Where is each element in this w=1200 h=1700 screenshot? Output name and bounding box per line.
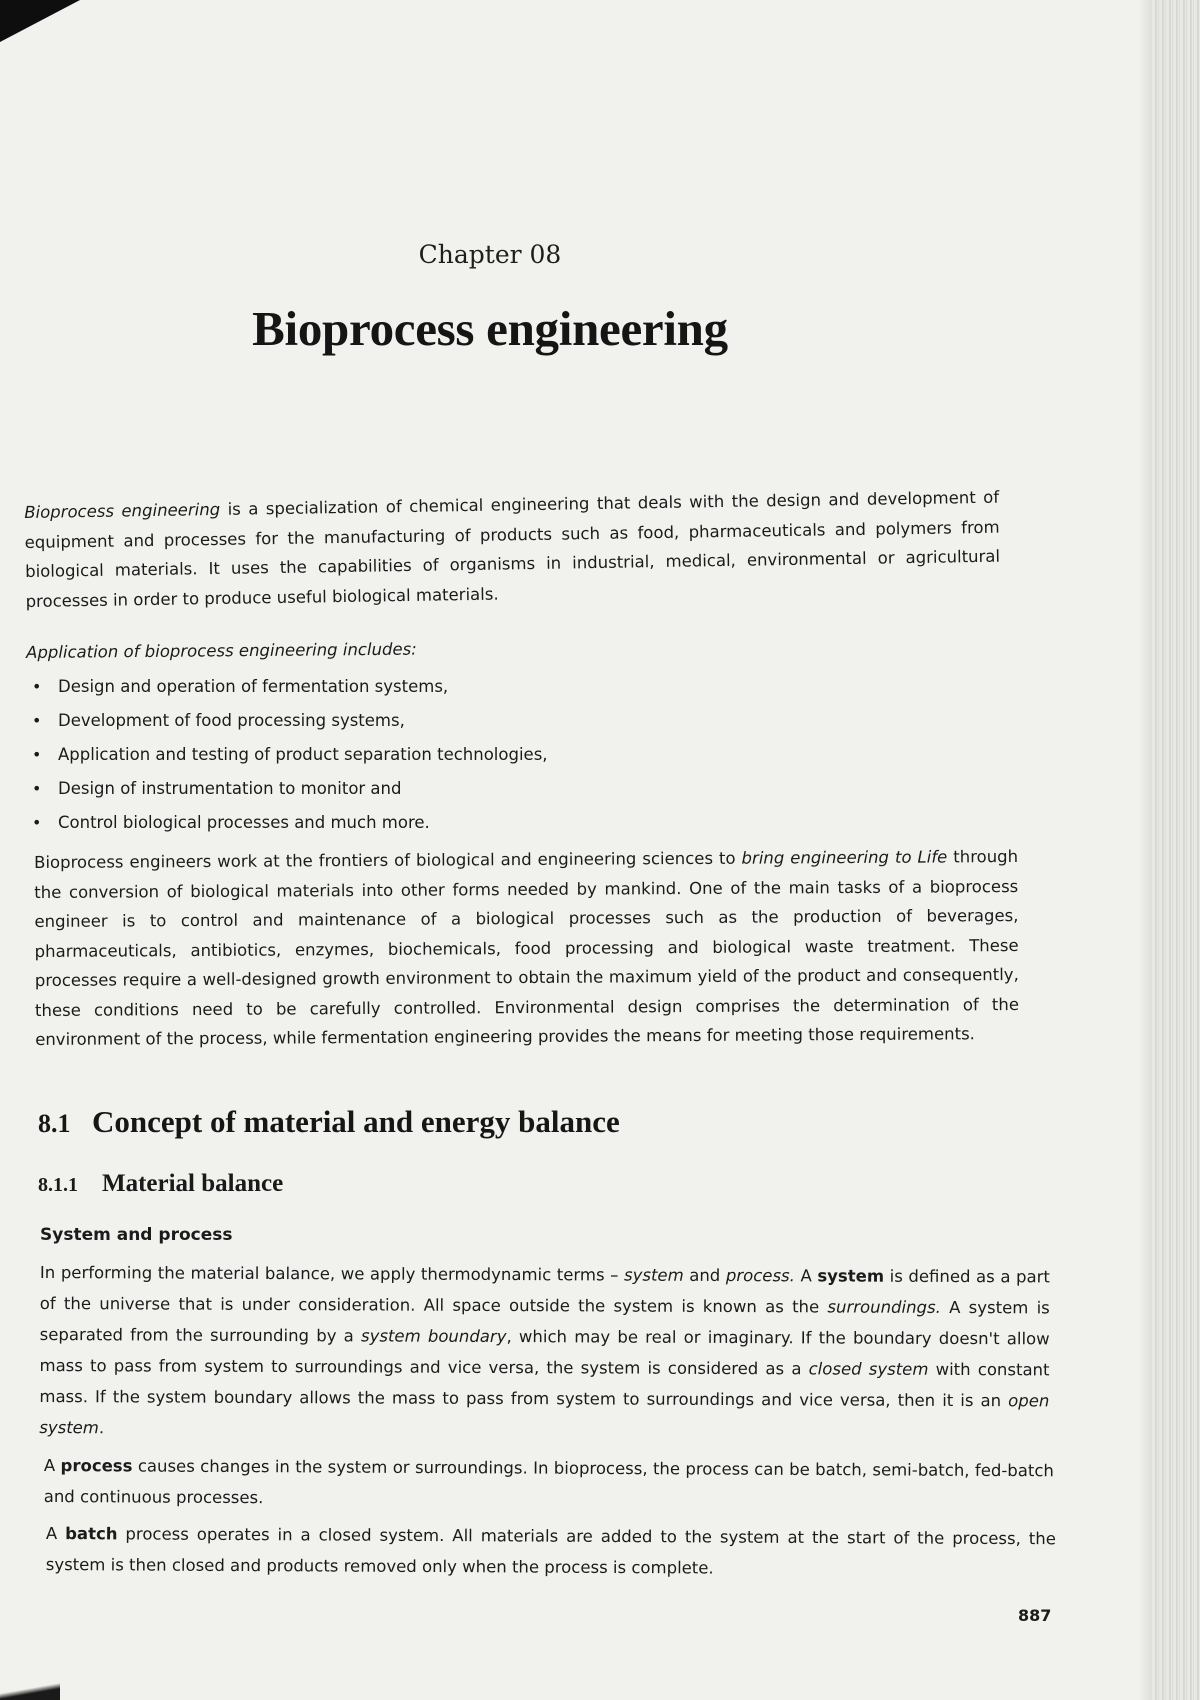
chapter-label: Chapter 08 [418,240,562,269]
para-text: In performing the material balance, we apply thermodynamic terms – [39,1263,625,1285]
intro-text: is a specialization of chemical engineering that deals with the design and development of equipment and processes for the manufacturing of products such as food, pharmaceuticals and polymers from biological materials. It uses the capabilities of organisms in industrial, medical, environmental or agricultural processes in order to produce useful biological materials. [24,487,1001,611]
para-emphasis: surroundings. [827,1297,941,1317]
section-title: Concept of material and energy balance [92,1104,620,1139]
process-paragraph [44,1450,1054,1517]
batch-paragraph [46,1518,1056,1585]
para-text: , which may be real or imaginary. If the boundary doesn't allow mass to pass from system to surroundings and vice versa, the system is considered as a [39,1327,1050,1379]
book-page-edges [1152,0,1200,1700]
para-emphasis: system boundary [360,1326,507,1347]
subheading-system-process: System and process [40,1225,233,1245]
section-number: 8.1 [38,1109,71,1138]
para-emphasis: closed system [808,1359,929,1379]
para-text: . [98,1418,105,1438]
intro-term: Bioprocess engineering [24,499,221,522]
para-bold: system [817,1266,885,1286]
para-bold: process [60,1456,133,1476]
para-emphasis: bring engineering to Life [741,847,948,868]
intro-paragraph [24,483,1001,616]
para-text: A [45,1523,66,1544]
para-emphasis: system [623,1265,684,1285]
page-gutter-shadow [1138,0,1152,1700]
subsection-heading [38,1170,283,1198]
system-paragraph [39,1257,1050,1447]
para-bold: batch [65,1524,118,1544]
list-item: • Development of food processing systems, [28,704,728,738]
para-text: A system is separated from the surrounding by a [39,1297,1050,1346]
para-text: A [794,1266,818,1286]
section-heading [38,1104,620,1140]
list-item: • Application and testing of product separation technologies, [28,738,728,772]
para-text: through the conversion of biological materials into other forms needed by mankind. One of the main tasks of a bioprocess engineer is to control and maintenance of a biological processes such as the production of beverages, pharmaceuticals, antibiotics, enzymes, biochemicals, food processing and biological waste treatment. These processes require a well-designed growth environment to obtain the maximum yield of the product and consequently, these conditions need to be carefully controlled. Environmental design comprises the determination of the environment of the process, while fermentation engineering provides the means for meeting those requirements. [34,846,1020,1049]
scan-corner-shadow-bottom [0,1682,60,1700]
list-item: • Control biological processes and much more. [28,806,728,840]
engineers-paragraph [34,842,1019,1055]
chapter-title: Bioprocess engineering [252,301,728,356]
list-item: • Design and operation of fermentation systems, [28,670,728,704]
para-text: causes changes in the system or surroundings. In bioprocess, the process can be batch, semi-batch, fed-batch and continuous processes. [43,1456,1054,1508]
list-item: • Design of instrumentation to monitor and [28,772,728,806]
para-text: process operates in a closed system. All materials are added to the system at the start of the process, the system is then closed and products removed only when the process is complete. [45,1524,1056,1578]
para-text: is defined as a part of the universe that is under consideration. All space outside the system is known as the [39,1266,1050,1317]
subsection-number: 8.1.1 [38,1174,78,1196]
para-emphasis: process. [725,1265,795,1286]
page-number: 887 [1018,1606,1052,1625]
para-text: and [683,1265,726,1285]
applications-lead-text: Application of bioprocess engineering includes: [26,639,417,662]
applications-list [28,670,728,840]
applications-lead [26,629,1006,667]
scan-corner-shadow [0,0,80,42]
para-text: Bioprocess engineers work at the frontiers of biological and engineering sciences to [34,848,742,872]
para-emphasis: open system [39,1391,1050,1438]
para-text: with constant mass. If the system boundary allows the mass to pass from system to surroundings and vice versa, then it is an [39,1359,1050,1411]
para-text: A [43,1455,61,1476]
subsection-title: Material balance [102,1170,284,1197]
